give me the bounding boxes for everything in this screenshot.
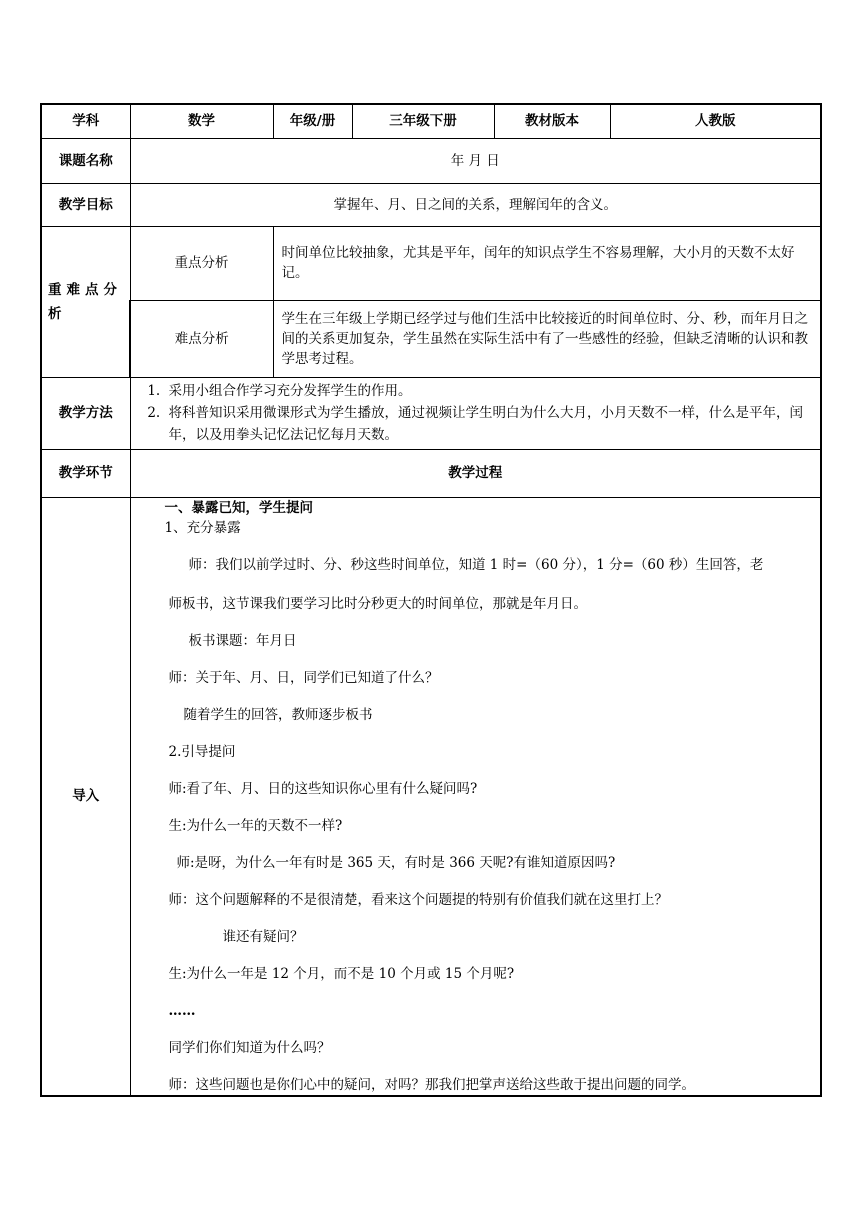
grade-value: 三年级下册 bbox=[352, 104, 494, 138]
topic-value: 年 月 日 bbox=[130, 138, 821, 183]
header-row bbox=[41, 104, 821, 138]
method-list-cell bbox=[130, 377, 821, 449]
process-line: 师：关于年、月、日，同学们已知道了什么？ bbox=[168, 669, 439, 686]
process-line: …… bbox=[168, 1002, 196, 1019]
process-line: 2.引导提问 bbox=[168, 743, 236, 760]
difficulty-text: 学生在三年级上学期已经学过与他们生活中比较接近的时间单位时、分、秒，而年月日之间的关系更加复杂，学生虽然在实际生活中有了一些感性的经验，但缺乏清晰的认识和教学思考过程。 bbox=[273, 300, 821, 377]
process-line: 师:是呀，为什么一年有时是 365 天，有时是 366 天呢?有谁知道原因吗? bbox=[176, 854, 616, 871]
method-row bbox=[41, 377, 821, 449]
analysis-label: 重难点分析 bbox=[41, 226, 130, 377]
process-line: 随着学生的回答，教师逐步板书 bbox=[183, 706, 373, 723]
process-line: 生:为什么一年的天数不一样? bbox=[168, 817, 343, 834]
intro-row bbox=[41, 497, 821, 1096]
intro-process-cell bbox=[130, 497, 821, 1096]
goal-label: 教学目标 bbox=[41, 183, 130, 226]
process-line: 师:看了年、月、日的这些知识你心里有什么疑问吗? bbox=[168, 780, 478, 797]
key-point-label: 重点分析 bbox=[130, 226, 273, 300]
process-line: 谁还有疑问？ bbox=[222, 928, 304, 945]
subject-value: 数学 bbox=[130, 104, 273, 138]
process-line: 师：我们以前学过时、分、秒这些时间单位，知道 1 时=（60 分），1 分=（60 秒）生回答，老 bbox=[188, 556, 764, 573]
section-heading: 一、暴露已知，学生提问 bbox=[164, 499, 313, 516]
process-line: 同学们你们知道为什么吗？ bbox=[168, 1039, 331, 1056]
lesson-plan-table bbox=[40, 103, 822, 1097]
goal-value: 掌握年、月、日之间的关系，理解闰年的含义。 bbox=[130, 183, 821, 226]
process-header-row bbox=[41, 449, 821, 497]
stage-header-label: 教学环节 bbox=[41, 449, 130, 497]
process-line: 生:为什么一年是 12 个月，而不是 10 个月或 15 个月呢? bbox=[168, 965, 515, 982]
process-line: 师：这些问题也是你们心中的疑问，对吗？那我们把掌声送给这些敢于提出问题的同学。 bbox=[168, 1076, 695, 1093]
method-label: 教学方法 bbox=[41, 377, 130, 449]
key-point-text: 时间单位比较抽象，尤其是平年，闰年的知识点学生不容易理解，大小月的天数不太好记。 bbox=[273, 226, 821, 300]
method-item: 1. 采用小组合作学习充分发挥学生的作用。 bbox=[165, 380, 813, 402]
method-list bbox=[139, 380, 813, 446]
process-line: 师：这个问题解释的不是很清楚，看来这个问题提的特别有价值我们就在这里打上？ bbox=[168, 891, 668, 908]
grade-label: 年级/册 bbox=[273, 104, 352, 138]
process-line: 1、充分暴露 bbox=[164, 519, 241, 536]
topic-row bbox=[41, 138, 821, 183]
difficulty-row bbox=[41, 300, 821, 377]
subject-label: 学科 bbox=[41, 104, 130, 138]
topic-label: 课题名称 bbox=[41, 138, 130, 183]
key-point-row bbox=[41, 226, 821, 300]
goal-row bbox=[41, 183, 821, 226]
process-line: 板书课题：年月日 bbox=[188, 632, 297, 649]
method-item: 2. 将科普知识采用微课形式为学生播放，通过视频让学生明白为什么大月，小月天数不一样，什么是平年，闰年，以及用拳头记忆法记忆每月天数。 bbox=[165, 402, 813, 446]
edition-value: 人教版 bbox=[610, 104, 821, 138]
difficulty-label: 难点分析 bbox=[130, 300, 273, 377]
process-header-label: 教学过程 bbox=[130, 449, 821, 497]
process-line: 师板书，这节课我们要学习比时分秒更大的时间单位，那就是年月日。 bbox=[168, 595, 587, 612]
intro-stage-label: 导入 bbox=[41, 497, 130, 1096]
edition-label: 教材版本 bbox=[494, 104, 610, 138]
